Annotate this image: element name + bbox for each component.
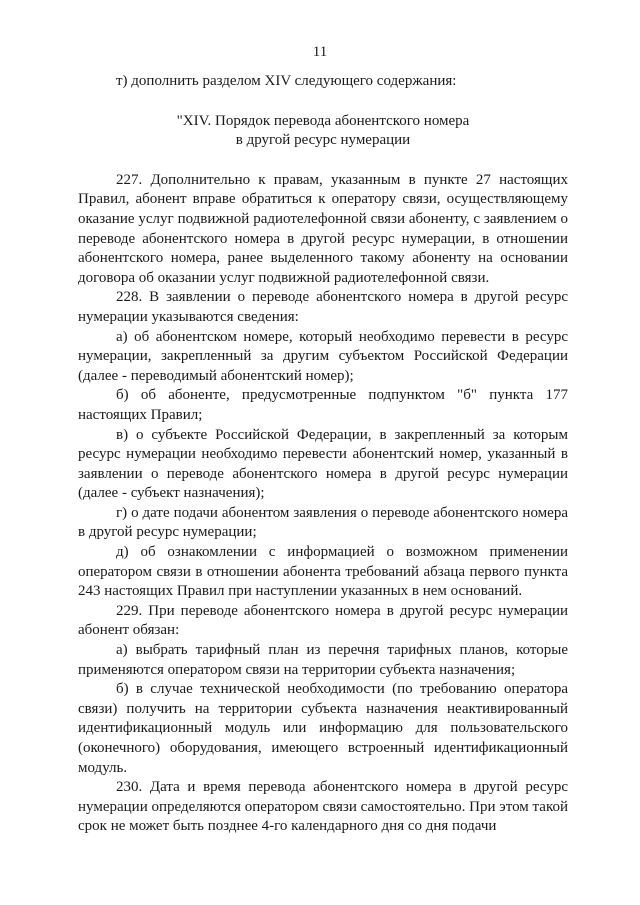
section-heading-line-2: в другой ресурс нумерации — [235, 132, 411, 149]
section-heading — [78, 112, 568, 151]
paragraph-228-d: д) об ознакомлении с информацией о возможном применении оператором связи в отношении абонента требований абзаца первого пункта 243 настоящих Правил при наступлении указанных в нем оснований. — [78, 544, 568, 600]
paragraph-228-b: б) об абоненте, предусмотренные подпунктом "б" пункта 177 настоящих Правил; — [78, 387, 568, 423]
page-number: 11 — [312, 44, 328, 60]
document-body — [78, 72, 568, 837]
paragraph-228-g: г) о дате подачи абонентом заявления о переводе абонентского номера в другой ресурс нумерации; — [78, 504, 568, 541]
paragraph-228-a: а) об абонентском номере, который необходимо перевести в ресурс нумерации, закрепленный за другим субъектом Российской Федерации (далее - переводимый абонентский номер); — [78, 328, 568, 384]
paragraph-229: 229. При переводе абонентского номера в другой ресурс нумерации абонент обязан: — [78, 602, 568, 639]
paragraph-228: 228. В заявлении о переводе абонентского номера в другой ресурс нумерации указываются сведения: — [78, 289, 568, 325]
paragraph-230: 230. Дата и время перевода абонентского номера в другой ресурс нумерации определяются оператором связи самостоятельно. При этом такой срок не может быть позднее 4-го календарного дня со дня подачи — [78, 779, 568, 835]
paragraph-228-v: в) о субъекте Российской Федерации, в закрепленный за которым ресурс нумерации необходимо перевести абонентский номер, указанный в заявлении о переводе абонентского номера в другой ресурс нумерации (далее - субъект назначения); — [78, 426, 568, 502]
section-heading-line-1: "XIV. Порядок перевода абонентского номера — [176, 112, 470, 129]
paragraph-229-b: б) в случае технической необходимости (по требованию оператора связи) получить на территории субъекта назначения неактивированный идентификационный модуль или информацию для пользовательского (оконечного) оборудования, имеющего встроенный идентификационный модуль. — [78, 681, 568, 776]
paragraph-227: 227. Дополнительно к правам, указанным в пункте 27 настоящих Правил, абонент вправе обратиться к оператору связи, осуществляющему оказание услуг подвижной радиотелефонной связи абоненту, с заявлением о переводе абонентского номера в другой ресурс нумерации, в отношении абонентского номера, ранее выделенного такому абоненту на основании договора об оказании услуг подвижной радиотелефонной связи. — [78, 171, 568, 286]
intro-paragraph: т) дополнить разделом XIV следующего содержания: — [116, 73, 457, 89]
paragraph-229-a: а) выбрать тарифный план из перечня тарифных планов, которые применяются оператором связи на территории субъекта назначения; — [78, 642, 568, 678]
